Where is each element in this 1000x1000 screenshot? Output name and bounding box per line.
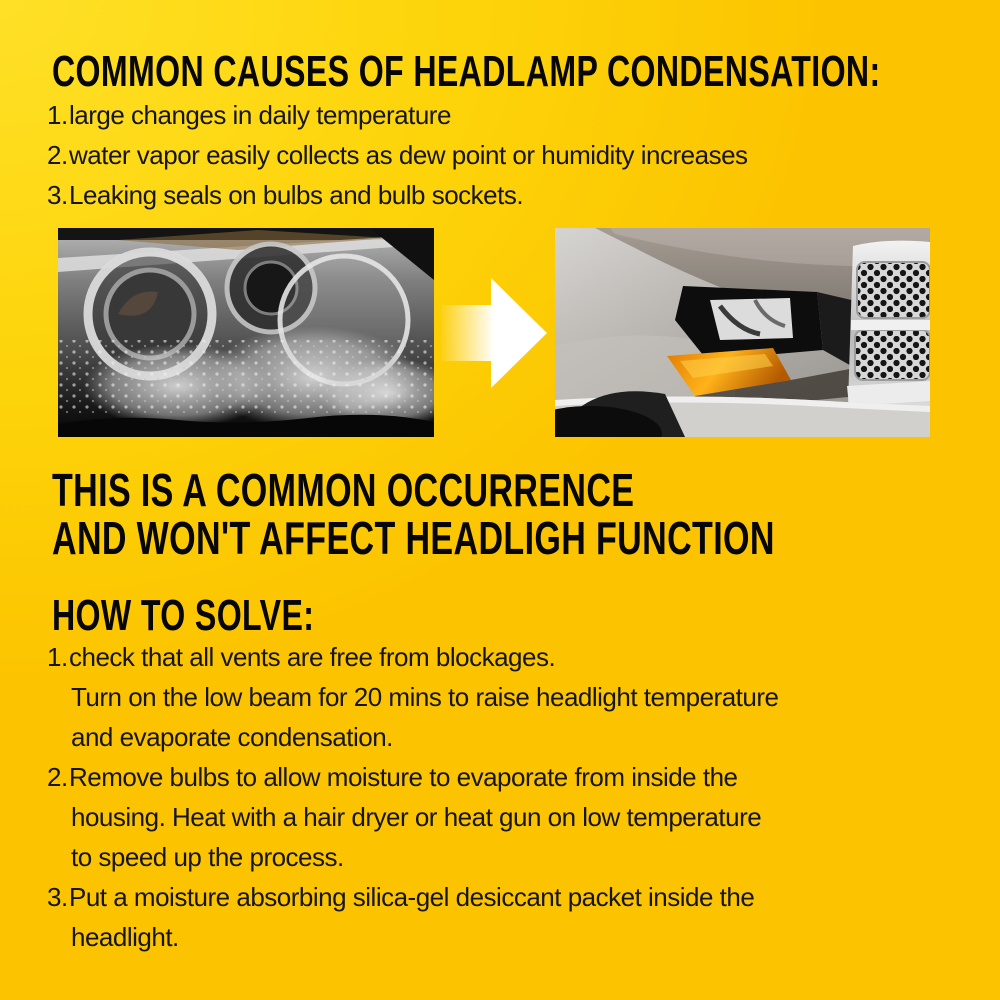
item-line: Turn on the low beam for 20 mins to raise headlight temperature — [71, 682, 779, 712]
after-photo-clear-headlamp — [555, 228, 930, 437]
item-line — [47, 757, 778, 797]
item-number: 1. — [47, 100, 68, 130]
solve-list — [47, 637, 778, 957]
solve-title: HOW TO SOLVE: — [52, 591, 315, 640]
before-photo-condensation-headlamp — [58, 228, 434, 437]
item-line: and evaporate condensation. — [71, 722, 393, 752]
item-text: Put a moisture absorbing silica-gel desiccant packet inside the — [69, 882, 755, 912]
item-text: Leaking seals on bulbs and bulb sockets. — [69, 180, 524, 210]
item-number: 2. — [47, 762, 68, 792]
item-number: 2. — [47, 140, 68, 170]
item-number: 3. — [47, 180, 68, 210]
solve-item — [47, 637, 778, 757]
item-line: housing. Heat with a hair dryer or heat gun on low temperature — [71, 802, 762, 832]
causes-item — [47, 175, 748, 215]
item-number: 1. — [47, 642, 68, 672]
causes-item — [47, 135, 748, 175]
notice-line-2: AND WON'T AFFECT HEADLIGH FUNCTION — [52, 512, 775, 564]
causes-title: COMMON CAUSES OF HEADLAMP CONDENSATION: — [52, 47, 881, 96]
notice-line-1: THIS IS A COMMON OCCURRENCE — [52, 464, 635, 516]
item-text: Remove bulbs to allow moisture to evaporate from inside the — [69, 762, 738, 792]
item-line: to speed up the process. — [71, 842, 344, 872]
notice-heading — [52, 466, 775, 562]
arrow-right-icon — [441, 278, 547, 388]
item-line — [47, 877, 778, 917]
solve-item — [47, 757, 778, 877]
causes-list — [47, 95, 748, 215]
item-text: water vapor easily collects as dew point or humidity increases — [69, 140, 748, 170]
item-line — [47, 637, 778, 677]
solve-item — [47, 877, 778, 957]
causes-item — [47, 95, 748, 135]
item-text: check that all vents are free from blockages. — [69, 642, 556, 672]
item-number: 3. — [47, 882, 68, 912]
item-text: large changes in daily temperature — [69, 100, 451, 130]
item-line: headlight. — [71, 922, 179, 952]
